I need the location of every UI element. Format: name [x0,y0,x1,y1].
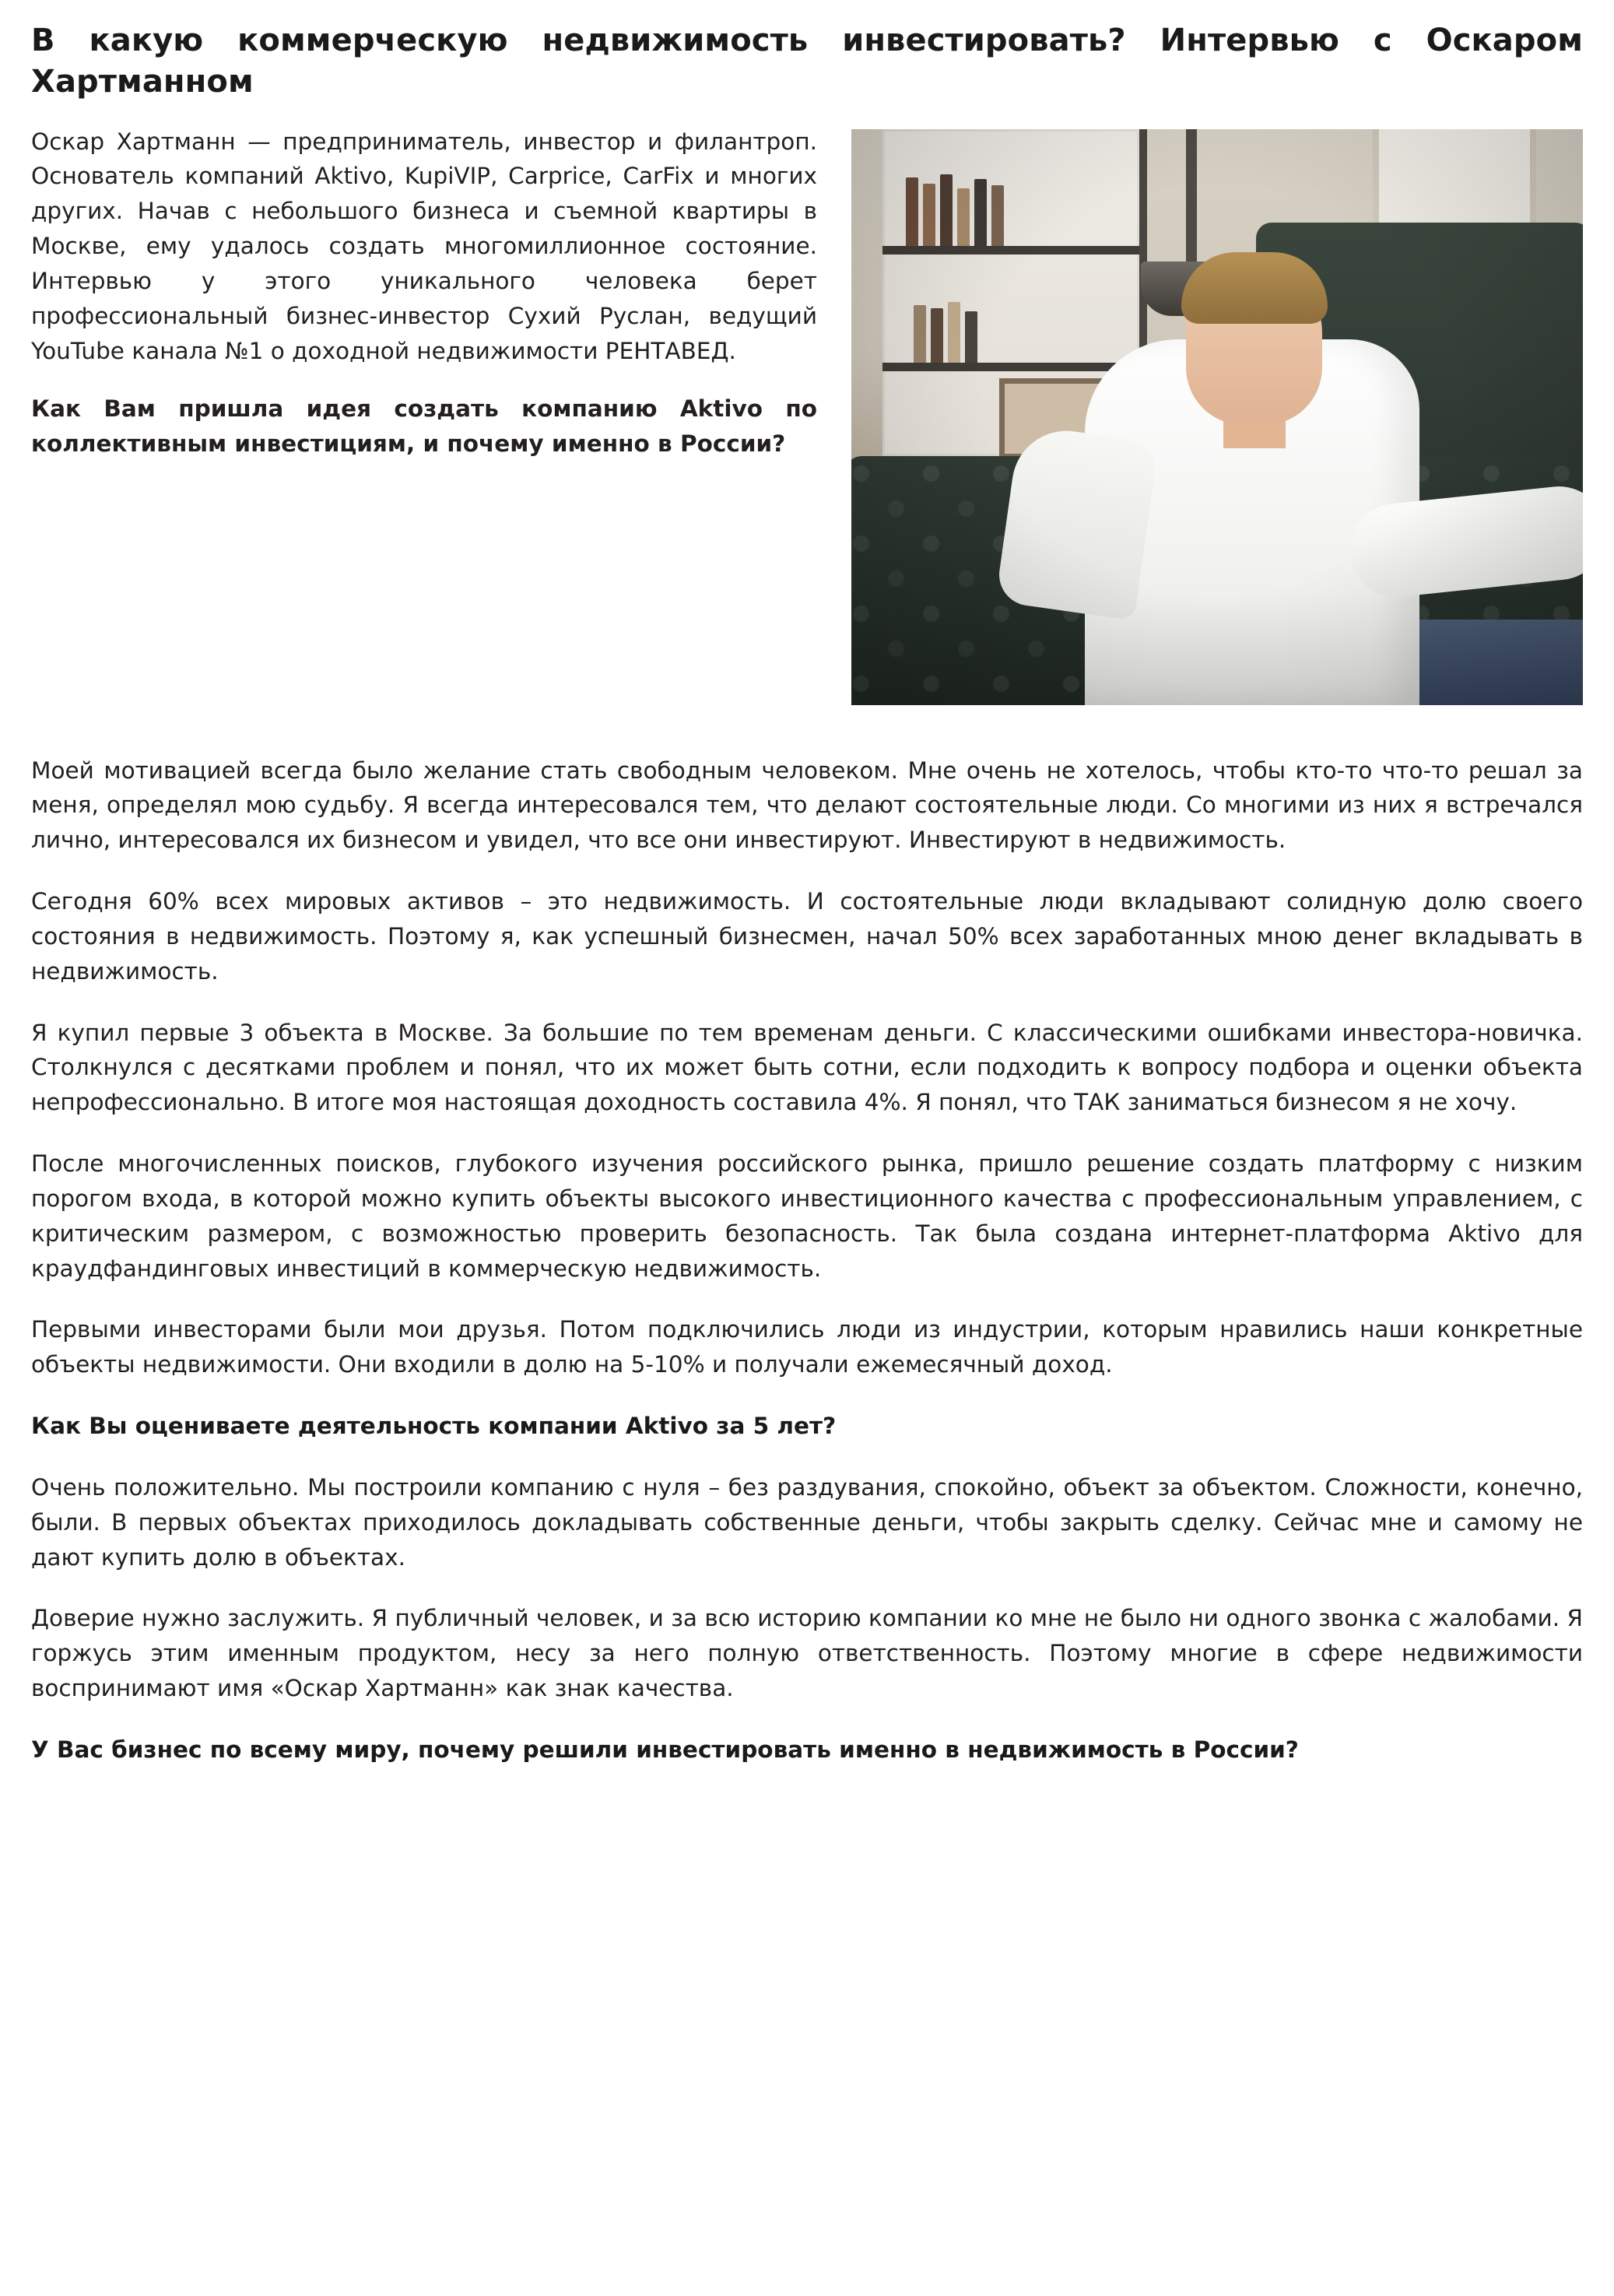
article-body [31,753,1583,1768]
body-paragraph: После многочисленных поисков, глубокого изучения российского рынка, пришло решение создать платформу с низким порогом входа, в которой можно купить объекты высокого инвестиционного качества с профессиональным управлением, с критическим размером, с возможностью проверить безопасность. Так была создана интернет-платформа Aktivo для краудфандинговых инвестиций в коммерческую недвижимость. [31,1150,1583,1282]
interview-question: У Вас бизнес по всему миру, почему решили инвестировать именно в недвижимость в России? [31,1736,1299,1763]
body-paragraph: Я купил первые 3 объекта в Москве. За большие по тем временам деньги. С классическими ошибками инвестора-новичка. Столкнулся с десятками проблем и понял, что их может быть сотни, если подходить к вопросу подбора и оценки объекта непрофессионально. В итоге моя настоящая доходность составила 4%. Я понял, что ТАК заниматься бизнесом я не хочу. [31,1019,1583,1116]
interview-question: Как Вы оцениваете деятельность компании Aktivo за 5 лет? [31,1413,837,1440]
body-paragraph: Сегодня 60% всех мировых активов – это недвижимость. И состоятельные люди вкладывают солидную долю своего состояния в недвижимость. Поэтому я, как успешный бизнесмен, начал 50% всех заработанных мною денег вкладывать в недвижимость. [31,888,1583,985]
body-paragraph: Моей мотивацией всегда было желание стать свободным человеком. Мне очень не хотелось, чтобы кто-то что-то решал за меня, определял мою судьбу. Я всегда интересовался тем, что делают состоятельные люди. Со многими из них я встречался лично, интересовался их бизнесом и увидел, что все они инвестируют. Инвестируют в недвижимость. [31,757,1583,854]
photo-vignette [851,129,1583,705]
body-paragraph: Первыми инвесторами были мои друзья. Потом подключились люди из индустрии, которым нравились наши конкретные объекты недвижимости. Они входили в долю на 5-10% и получали ежемесячный доход. [31,1316,1583,1378]
page-title: В какую коммерческую недвижимость инвестировать? Интервью с Оскаром Хартманном [31,23,1583,100]
portrait-photo [851,129,1583,705]
body-paragraph: Доверие нужно заслужить. Я публичный человек, и за всю историю компании ко мне не было ни одного звонка с жалобами. Я горжусь этим именным продуктом, несу за него полную ответственность. Поэтому многие в сфере недвижимости воспринимают имя «Оскар Хартманн» как знак качества. [31,1605,1583,1701]
intro-question: Как Вам пришла идея создать компанию Aktivo по коллективным инвестициям, и почему именно в России? [31,395,817,458]
body-paragraph: Очень положительно. Мы построили компанию с нуля – без раздувания, спокойно, объект за объектом. Сложности, конечно, были. В первых объектах приходилось докладывать собственные деньги, чтобы закрыть сделку. Сейчас мне и самому не дают купить долю в объектах. [31,1473,1583,1571]
intro-section [31,125,1583,719]
intro-paragraph: Оскар Хартманн — предприниматель, инвестор и филантроп. Основатель компаний Aktivo, KupiVIP, Carprice, CarFix и многих других. Начав с небольшого бизнеса и съемной квартиры в Москве, ему удалось создать многомиллионное состояние. Интервью у этого уникального человека берет профессиональный бизнес-инвестор Сухий Руслан, ведущий YouTube канала №1 о доходной недвижимости РЕНТАВЕД. [31,128,817,364]
